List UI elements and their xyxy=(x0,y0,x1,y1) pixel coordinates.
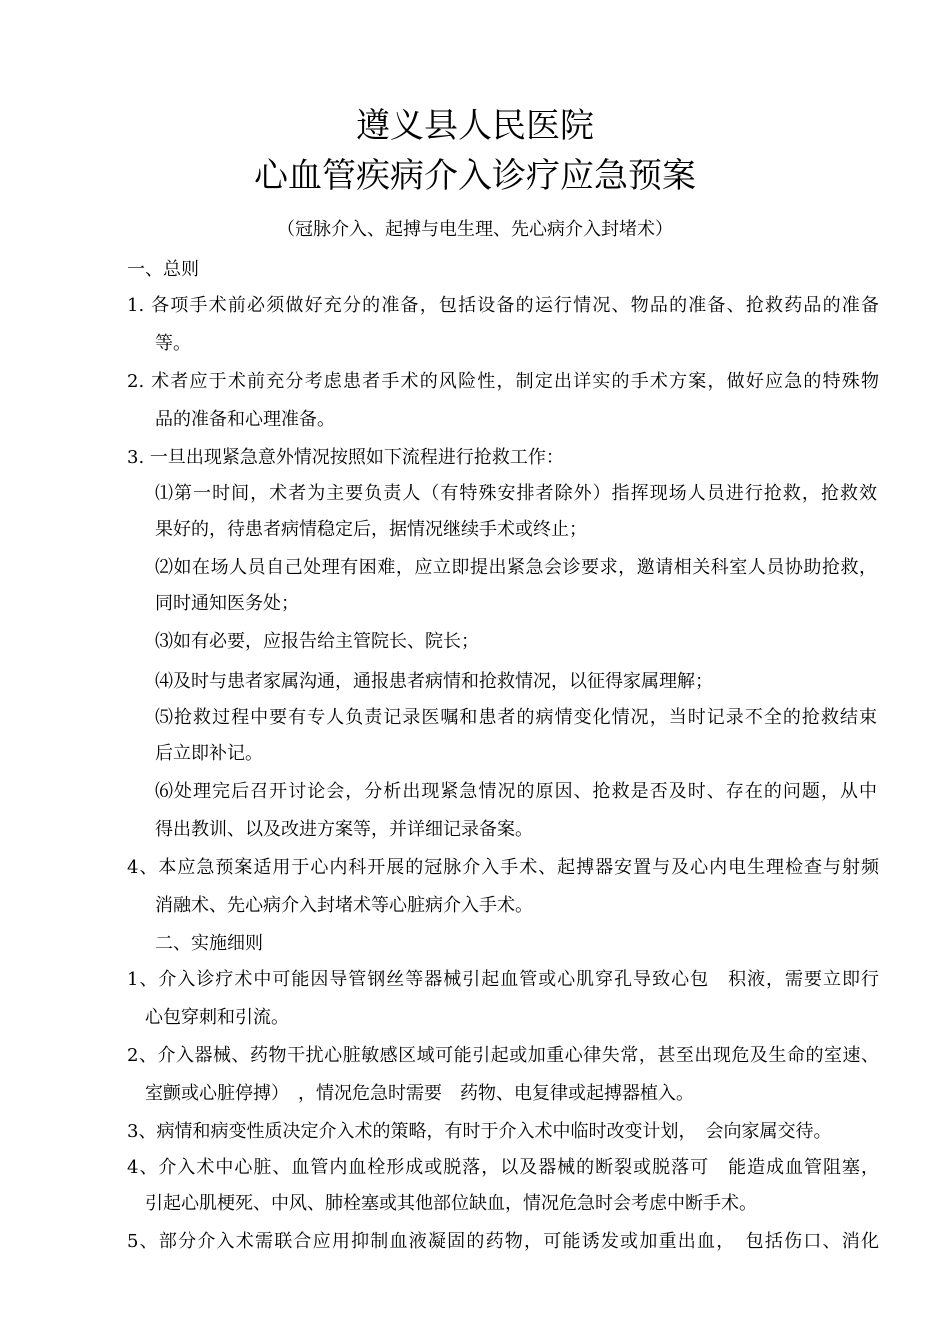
document-title-plan: 心血管疾病介入诊疗应急预案 xyxy=(254,156,696,196)
paragraph-line: ⑶如有必要，应报告给主管院长、院长； xyxy=(155,631,479,652)
paragraph-line: ⑵如在场人员自己处理有困难，应立即提出紧急会诊要求，邀请相关科室人员协助抢救， xyxy=(155,557,877,578)
paragraph-line: 4、介入术中心脏、血管内血栓形成或脱落，以及器械的断裂或脱落可 能造成血管阻塞， xyxy=(127,1157,879,1178)
paragraph-line: 1. 各项手术前必须做好充分的准备，包括设备的运行情况、物品的准备、抢救药品的准备 xyxy=(127,295,879,316)
paragraph-line: 5、部分介入术需联合应用抑制血液凝固的药物，可能诱发或加重出血， 包括伤口、消化 xyxy=(127,1231,879,1252)
paragraph-line: 3、病情和病变性质决定介入术的策略，有时于介入术中临时改变计划， 会向家属交待。 xyxy=(127,1121,832,1142)
paragraph-line: 4、本应急预案适用于心内科开展的冠脉介入手术、起搏器安置与及心内电生理检查与射频 xyxy=(127,857,879,878)
paragraph-line: 得出教训、以及改进方案等，并详细记录备案。 xyxy=(155,819,533,840)
paragraph-line: 1、介入诊疗术中可能因导管钢丝等器械引起血管或心肌穿孔导致心包 积液，需要立即行 xyxy=(127,969,879,990)
paragraph-line: 等。 xyxy=(155,333,191,354)
paragraph-line: 心包穿刺和引流。 xyxy=(145,1007,289,1028)
paragraph-line: ⑴第一时间，术者为主要负责人（有特殊安排者除外）指挥现场人员进行抢救，抢救效 xyxy=(155,483,877,504)
paragraph-line: 品的准备和心理准备。 xyxy=(155,409,335,430)
document-subtitle: （冠脉介入、起搏与电生理、先心病介入封堵术） xyxy=(277,219,673,240)
paragraph-line: 2、介入器械、药物干扰心脏敏感区域可能引起或加重心律失常，甚至出现危及生命的室速、 xyxy=(127,1045,879,1066)
paragraph-line: 后立即补记。 xyxy=(155,743,263,764)
paragraph-line: ⑷及时与患者家属沟通，通报患者病情和抢救情况，以征得家属理解； xyxy=(155,671,713,692)
paragraph-line: 消融术、先心病介入封堵术等心脏病介入手术。 xyxy=(155,895,533,916)
document-title-hospital: 遵义县人民医院 xyxy=(356,106,594,146)
paragraph-line: 3. 一旦出现紧急意外情况按照如下流程进行抢救工作： xyxy=(127,447,564,468)
paragraph-line: 果好的，待患者病情稳定后，据情况继续手术或终止； xyxy=(155,519,587,540)
paragraph-line: 2. 术者应于术前充分考虑患者手术的风险性，制定出详实的手术方案，做好应急的特殊物 xyxy=(127,371,879,392)
paragraph-line: 引起心肌梗死、中风、肺栓塞或其他部位缺血，情况危急时会考虑中断手术。 xyxy=(145,1193,757,1214)
section-heading-details: 二、实施细则 xyxy=(155,933,263,954)
section-heading-general: 一、总则 xyxy=(127,259,199,280)
paragraph-line: 室颤或心脏停搏） ，情况危急时需要 药物、电复律或起搏器植入。 xyxy=(145,1083,694,1104)
paragraph-line: ⑹处理完后召开讨论会，分析出现紧急情况的原因、抢救是否及时、存在的问题，从中 xyxy=(155,781,877,802)
paragraph-line: ⑸抢救过程中要有专人负责记录医嘱和患者的病情变化情况，当时记录不全的抢救结束 xyxy=(155,707,877,728)
paragraph-line: 同时通知医务处； xyxy=(155,593,299,614)
